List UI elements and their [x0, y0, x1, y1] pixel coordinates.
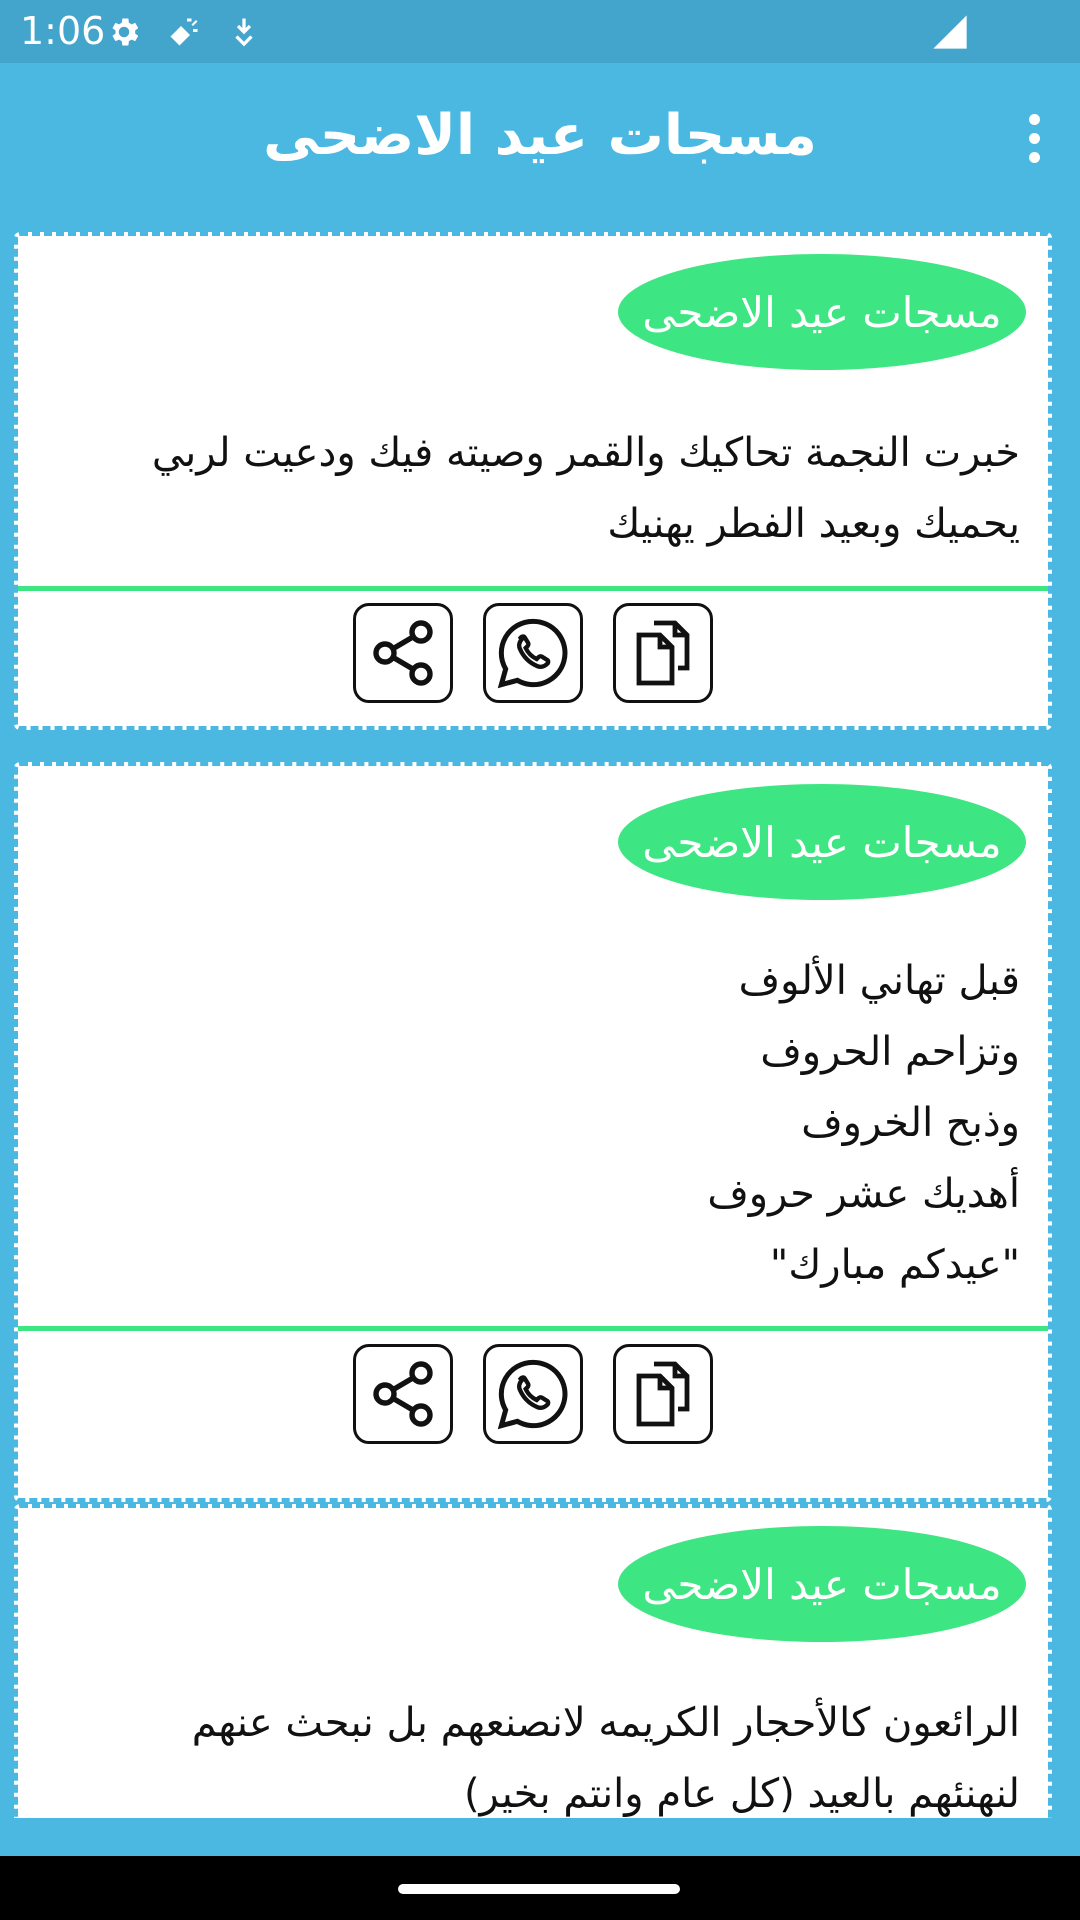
copy-icon — [627, 1358, 699, 1430]
message-text: الرائعون كالأحجار الكريمه لانصنعهم بل نبحث عنهم لنهنئهم بالعيد (كل عام وانتم بخير) — [191, 1700, 1020, 1817]
copy-button[interactable] — [613, 603, 713, 703]
more-options-button[interactable] — [1004, 103, 1064, 173]
copy-icon — [627, 617, 699, 689]
card-badge: مسجات عيد الاضحى — [618, 784, 1026, 900]
message-card — [14, 232, 1052, 730]
page-title: مسجات عيد الاضحى — [263, 103, 817, 168]
navigation-bar — [0, 1856, 1080, 1920]
more-vert-icon — [1029, 114, 1040, 125]
gear-icon — [106, 14, 142, 50]
whatsapp-button[interactable] — [483, 603, 583, 703]
message-text: خبرت النجمة تحاكيك والقمر وصيته فيك ودعيت لربي يحميك وبعيد الفطر يهنيك — [151, 430, 1020, 547]
message-list[interactable] — [0, 210, 1080, 1818]
card-badge: مسجات عيد الاضحى — [618, 254, 1026, 370]
download-arrow-icon — [226, 14, 262, 50]
satellite-icon — [166, 14, 202, 50]
status-bar — [0, 0, 1080, 63]
card-badge: مسجات عيد الاضحى — [618, 1526, 1026, 1642]
whatsapp-button[interactable] — [483, 1344, 583, 1444]
message-text: قبل تهاني الألوف وتزاحم الحروف وذبح الخروف أهديك عشر حروف "عيدكم مبارك" — [707, 958, 1020, 1288]
home-handle[interactable] — [398, 1884, 680, 1894]
card-actions — [18, 1344, 1048, 1444]
share-icon — [367, 1358, 439, 1430]
card-divider — [18, 586, 1048, 591]
signal-icon — [930, 12, 970, 52]
message-card — [14, 762, 1052, 1502]
share-button[interactable] — [353, 1344, 453, 1444]
app-bar — [0, 63, 1080, 210]
share-button[interactable] — [353, 603, 453, 703]
copy-button[interactable] — [613, 1344, 713, 1444]
card-divider — [18, 1326, 1048, 1331]
card-actions — [18, 603, 1048, 703]
whatsapp-icon — [493, 1354, 573, 1434]
whatsapp-icon — [493, 613, 573, 693]
status-time: 1:06 — [20, 9, 106, 53]
message-card — [14, 1504, 1052, 1818]
share-icon — [367, 617, 439, 689]
